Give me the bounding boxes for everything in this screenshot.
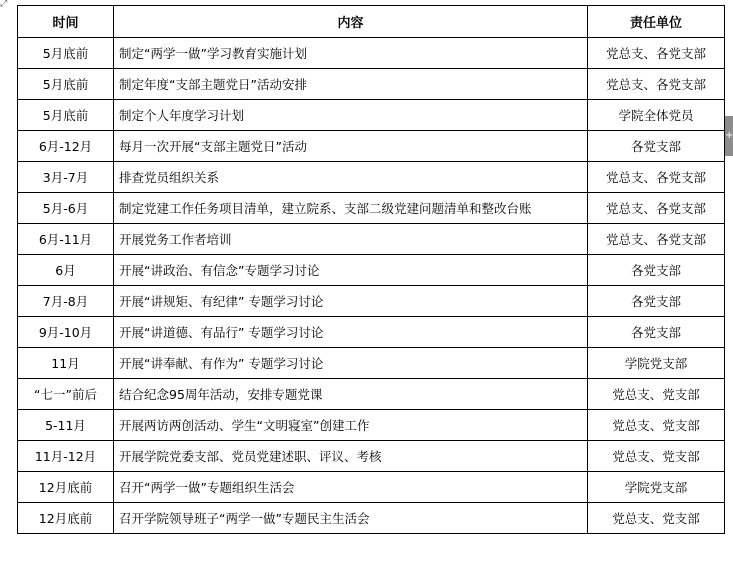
cell-content: 开展“讲规矩、有纪律” 专题学习讨论 <box>114 286 588 317</box>
cell-time: 5-11月 <box>18 410 114 441</box>
cell-time: “七一”前后 <box>18 379 114 410</box>
cell-time: 3月-7月 <box>18 162 114 193</box>
cell-content: 开展两访两创活动、学生“文明寝室”创建工作 <box>114 410 588 441</box>
cell-unit: 学院党支部 <box>588 348 725 379</box>
table-row <box>18 224 725 255</box>
table-body <box>18 38 725 534</box>
cell-time: 6月 <box>18 255 114 286</box>
cell-time: 5月底前 <box>18 100 114 131</box>
cell-content: 结合纪念95周年活动，安排专题党课 <box>114 379 588 410</box>
cell-content: 召开“两学一做”专题组织生活会 <box>114 472 588 503</box>
table-row <box>18 441 725 472</box>
table-row <box>18 100 725 131</box>
cell-unit: 各党支部 <box>588 131 725 162</box>
cell-content: 开展“讲奉献、有作为” 专题学习讨论 <box>114 348 588 379</box>
cell-time: 12月底前 <box>18 472 114 503</box>
table-move-handle-icon[interactable]: ⤢ <box>0 0 7 9</box>
cell-time: 7月-8月 <box>18 286 114 317</box>
schedule-table <box>17 5 725 534</box>
cell-content: 排查党员组织关系 <box>114 162 588 193</box>
cell-unit: 党总支、各党支部 <box>588 38 725 69</box>
header-content: 内容 <box>114 6 588 38</box>
expand-plus-icon[interactable]: + <box>725 116 733 156</box>
cell-content: 开展学院党委支部、党员党建述职、评议、考核 <box>114 441 588 472</box>
cell-unit: 党总支、各党支部 <box>588 69 725 100</box>
table-row <box>18 379 725 410</box>
cell-time: 11月 <box>18 348 114 379</box>
cell-unit: 党总支、各党支部 <box>588 162 725 193</box>
cell-unit: 学院党支部 <box>588 472 725 503</box>
cell-unit: 党总支、党支部 <box>588 379 725 410</box>
cell-time: 6月-11月 <box>18 224 114 255</box>
cell-time: 5月底前 <box>18 38 114 69</box>
cell-content: 制定个人年度学习计划 <box>114 100 588 131</box>
cell-content: 开展“讲道德、有品行” 专题学习讨论 <box>114 317 588 348</box>
table-row <box>18 317 725 348</box>
cell-unit: 党总支、党支部 <box>588 441 725 472</box>
cell-content: 每月一次开展“支部主题党日”活动 <box>114 131 588 162</box>
cell-time: 5月底前 <box>18 69 114 100</box>
cell-unit: 各党支部 <box>588 286 725 317</box>
cell-time: 6月-12月 <box>18 131 114 162</box>
cell-content: 开展“讲政治、有信念”专题学习讨论 <box>114 255 588 286</box>
table-row <box>18 69 725 100</box>
cell-time: 5月-6月 <box>18 193 114 224</box>
cell-unit: 党总支、各党支部 <box>588 193 725 224</box>
cell-content: 开展党务工作者培训 <box>114 224 588 255</box>
cell-content: 制定党建工作任务项目清单，建立院系、支部二级党建问题清单和整改台账 <box>114 193 588 224</box>
table-row <box>18 286 725 317</box>
cell-content: 制定“两学一做”学习教育实施计划 <box>114 38 588 69</box>
cell-unit: 各党支部 <box>588 255 725 286</box>
table-row <box>18 472 725 503</box>
table-row <box>18 193 725 224</box>
table-row <box>18 503 725 534</box>
cell-time: 9月-10月 <box>18 317 114 348</box>
table-row <box>18 255 725 286</box>
table-header-row <box>18 6 725 38</box>
table-row <box>18 38 725 69</box>
table-row <box>18 348 725 379</box>
cell-content: 召开学院领导班子“两学一做”专题民主生活会 <box>114 503 588 534</box>
table-row <box>18 410 725 441</box>
header-time: 时间 <box>18 6 114 38</box>
cell-unit: 学院全体党员 <box>588 100 725 131</box>
cell-content: 制定年度“支部主题党日”活动安排 <box>114 69 588 100</box>
cell-unit: 党总支、各党支部 <box>588 224 725 255</box>
table-row <box>18 162 725 193</box>
cell-time: 12月底前 <box>18 503 114 534</box>
cell-unit: 党总支、党支部 <box>588 410 725 441</box>
table-row <box>18 131 725 162</box>
header-unit: 责任单位 <box>588 6 725 38</box>
cell-unit: 党总支、党支部 <box>588 503 725 534</box>
cell-unit: 各党支部 <box>588 317 725 348</box>
cell-time: 11月-12月 <box>18 441 114 472</box>
